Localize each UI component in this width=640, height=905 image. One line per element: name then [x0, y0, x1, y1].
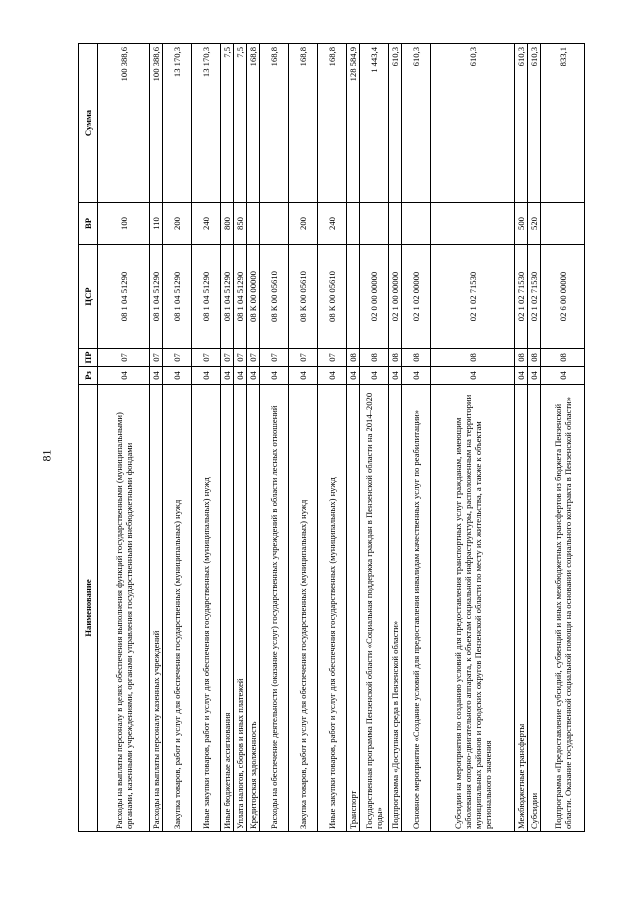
row-pr-cell: 07	[192, 349, 221, 367]
row-rz-cell: 04	[360, 367, 389, 385]
row-name-cell: Подпрограмма «Предоставление субсидий, субвенций и иных межбюджетных трансфертов из бюджета Пензенской области. Оказание государственной социальной помощи на основании социального контракта в Пензенской области»	[541, 385, 585, 832]
table-row	[389, 44, 402, 832]
row-sum-cell: 610,3	[431, 44, 515, 203]
page-number: 81	[39, 449, 54, 462]
row-csr-cell: 08 1 04 51290	[234, 245, 247, 349]
row-sum-cell: 168,8	[247, 44, 260, 203]
row-rz-cell: 04	[163, 367, 192, 385]
row-vr-cell: 110	[150, 203, 163, 245]
row-vr-cell	[247, 203, 260, 245]
row-rz-cell: 04	[260, 367, 289, 385]
row-name-cell: Закупка товаров, работ и услуг для обеспечения государственных (муниципальных) нужд	[289, 385, 318, 832]
row-csr-cell: 02 1 02 71530	[431, 245, 515, 349]
row-rz-cell: 04	[221, 367, 234, 385]
header-pr: ПР	[79, 349, 98, 367]
row-pr-cell: 08	[360, 349, 389, 367]
row-name-cell: Иные бюджетные ассигнования	[221, 385, 234, 832]
row-csr-cell: 02 1 02 00000	[402, 245, 431, 349]
row-csr-cell: 08 1 04 51290	[163, 245, 192, 349]
row-name-cell: Субсидии	[528, 385, 541, 832]
row-vr-cell	[260, 203, 289, 245]
row-sum-cell: 833,1	[541, 44, 585, 203]
row-csr-cell: 08 1 04 51290	[221, 245, 234, 349]
row-pr-cell: 07	[221, 349, 234, 367]
table-row	[347, 44, 360, 832]
row-csr-cell: 08 1 04 51290	[150, 245, 163, 349]
row-csr-cell: 02 6 00 00000	[541, 245, 585, 349]
row-pr-cell: 08	[528, 349, 541, 367]
row-name-cell: Субсидии на мероприятия по созданию условий для предоставления транспортных услуг гражданам, имеющим заболевания опорно-двигательного аппарата, к объектам социальной инфраструктуры, расположенным на территории муниципальных районов и городских округов Пензенской области по месту их жительства, а также к объектам регионального значения	[431, 385, 515, 832]
row-name-cell: Уплата налогов, сборов и иных платежей	[234, 385, 247, 832]
row-pr-cell: 07	[163, 349, 192, 367]
row-sum-cell: 168,8	[260, 44, 289, 203]
row-vr-cell: 520	[528, 203, 541, 245]
table-row	[98, 44, 150, 832]
row-vr-cell: 240	[192, 203, 221, 245]
row-name-cell: Расходы на выплаты персоналу в целях обеспечения выполнения функций государственными (муниципальными) органами, казенными учреждениями, органами управления государственными внебюджетными фондами	[98, 385, 150, 832]
row-csr-cell: 08 1 04 51290	[98, 245, 150, 349]
row-sum-cell: 128 584,9	[347, 44, 360, 203]
row-sum-cell: 610,3	[402, 44, 431, 203]
row-rz-cell: 04	[192, 367, 221, 385]
row-csr-cell: 08 К 00 05610	[289, 245, 318, 349]
row-rz-cell: 04	[318, 367, 347, 385]
table-body	[98, 44, 585, 832]
table-header-row	[79, 44, 98, 832]
row-csr-cell: 02 1 02 71530	[515, 245, 528, 349]
row-csr-cell: 08 К 00 05610	[318, 245, 347, 349]
row-vr-cell	[541, 203, 585, 245]
row-sum-cell: 1 443,4	[360, 44, 389, 203]
row-rz-cell: 04	[402, 367, 431, 385]
row-name-cell: Подпрограмма «Доступная среда в Пензенской области»	[389, 385, 402, 832]
header-vr: ВР	[79, 203, 98, 245]
row-name-cell: Межбюджетные трансферты	[515, 385, 528, 832]
row-pr-cell: 07	[150, 349, 163, 367]
row-sum-cell: 100 388,6	[150, 44, 163, 203]
row-vr-cell	[431, 203, 515, 245]
header-sum: Сумма	[79, 44, 98, 203]
row-pr-cell: 07	[98, 349, 150, 367]
row-pr-cell: 08	[389, 349, 402, 367]
budget-table	[78, 43, 585, 832]
row-csr-cell: 08 К 00 00000	[247, 245, 260, 349]
table-row	[360, 44, 389, 832]
table-row	[247, 44, 260, 832]
row-sum-cell: 7,5	[234, 44, 247, 203]
row-pr-cell: 08	[515, 349, 528, 367]
row-rz-cell: 04	[347, 367, 360, 385]
row-csr-cell: 08 К 00 05610	[260, 245, 289, 349]
table-row	[515, 44, 528, 832]
row-csr-cell: 02 0 00 00000	[360, 245, 389, 349]
row-pr-cell: 08	[541, 349, 585, 367]
table-row	[234, 44, 247, 832]
row-sum-cell: 168,8	[289, 44, 318, 203]
row-vr-cell: 800	[221, 203, 234, 245]
row-vr-cell: 240	[318, 203, 347, 245]
row-sum-cell: 13 170,3	[192, 44, 221, 203]
row-vr-cell	[389, 203, 402, 245]
row-vr-cell	[347, 203, 360, 245]
row-pr-cell: 08	[402, 349, 431, 367]
header-rz: Рз	[79, 367, 98, 385]
row-vr-cell: 500	[515, 203, 528, 245]
row-rz-cell: 04	[247, 367, 260, 385]
row-name-cell: Иные закупки товаров, работ и услуг для обеспечения государственных (муниципальных) нужд	[192, 385, 221, 832]
row-pr-cell: 08	[431, 349, 515, 367]
row-sum-cell: 610,3	[389, 44, 402, 203]
row-rz-cell: 04	[541, 367, 585, 385]
table-row	[150, 44, 163, 832]
row-sum-cell: 100 388,6	[98, 44, 150, 203]
row-pr-cell: 07	[289, 349, 318, 367]
row-vr-cell	[360, 203, 389, 245]
row-rz-cell: 04	[234, 367, 247, 385]
table-row	[289, 44, 318, 832]
row-rz-cell: 04	[389, 367, 402, 385]
row-rz-cell: 04	[528, 367, 541, 385]
table-row	[318, 44, 347, 832]
row-name-cell: Закупка товаров, работ и услуг для обеспечения государственных (муниципальных) нужд	[163, 385, 192, 832]
table-row	[221, 44, 234, 832]
row-name-cell: Транспорт	[347, 385, 360, 832]
header-name: Наименование	[79, 385, 98, 832]
row-name-cell: Государственная программа Пензенской области «Социальная поддержка граждан в Пензенской области на 2014–2020 годы»	[360, 385, 389, 832]
row-vr-cell: 200	[289, 203, 318, 245]
table-row	[431, 44, 515, 832]
table-row	[402, 44, 431, 832]
row-name-cell: Расходы на обеспечение деятельности (оказание услуг) государственных учреждений в области лесных отношений	[260, 385, 289, 832]
row-rz-cell: 04	[150, 367, 163, 385]
row-csr-cell: 02 1 02 71530	[528, 245, 541, 349]
row-csr-cell: 08 1 04 51290	[192, 245, 221, 349]
row-pr-cell: 07	[318, 349, 347, 367]
row-vr-cell: 200	[163, 203, 192, 245]
row-pr-cell: 08	[347, 349, 360, 367]
row-csr-cell: 02 1 00 00000	[389, 245, 402, 349]
row-rz-cell: 04	[515, 367, 528, 385]
row-rz-cell: 04	[98, 367, 150, 385]
row-sum-cell: 610,3	[515, 44, 528, 203]
row-pr-cell: 07	[234, 349, 247, 367]
table-row	[260, 44, 289, 832]
rotated-table-wrapper	[78, 44, 585, 832]
row-name-cell: Расходы на выплаты персоналу казенных учреждений	[150, 385, 163, 832]
header-csr: ЦСР	[79, 245, 98, 349]
table-row	[541, 44, 585, 832]
row-name-cell: Основное мероприятие «Создание условий для предоставления инвалидам качественных услуг по реабилитации»	[402, 385, 431, 832]
row-vr-cell: 100	[98, 203, 150, 245]
row-sum-cell: 610,3	[528, 44, 541, 203]
row-csr-cell	[347, 245, 360, 349]
table-row	[528, 44, 541, 832]
row-sum-cell: 168,8	[318, 44, 347, 203]
table-row	[192, 44, 221, 832]
table-row	[163, 44, 192, 832]
row-rz-cell: 04	[431, 367, 515, 385]
row-pr-cell: 07	[247, 349, 260, 367]
row-sum-cell: 13 170,3	[163, 44, 192, 203]
row-pr-cell: 07	[260, 349, 289, 367]
row-vr-cell	[402, 203, 431, 245]
row-name-cell: Иные закупки товаров, работ и услуг для обеспечения государственных (муниципальных) нужд	[318, 385, 347, 832]
row-rz-cell: 04	[289, 367, 318, 385]
row-name-cell: Кредиторская задолженность	[247, 385, 260, 832]
row-vr-cell: 850	[234, 203, 247, 245]
row-sum-cell: 7,5	[221, 44, 234, 203]
